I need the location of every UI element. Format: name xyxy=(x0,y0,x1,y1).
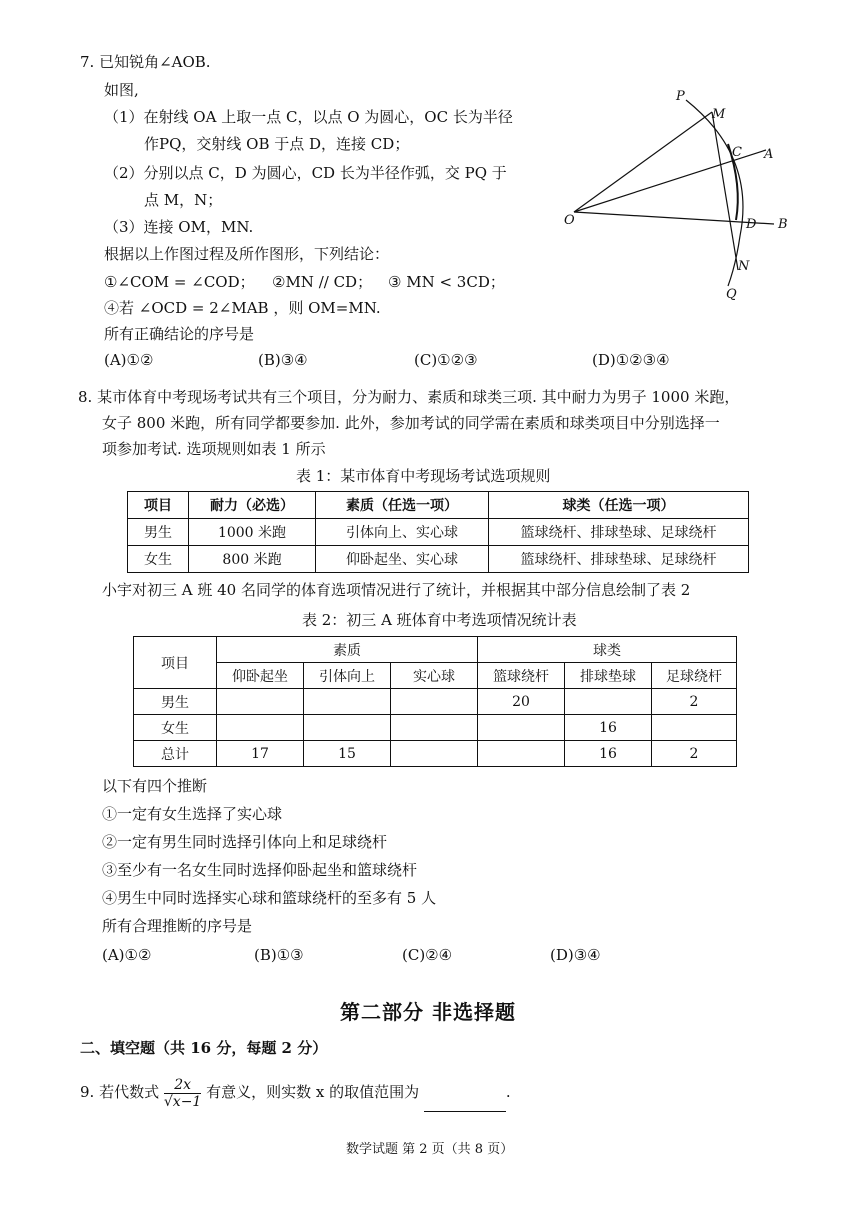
q8-option-a[interactable]: (A)①② xyxy=(102,946,152,964)
page-footer: 数学试题 第 2 页（共 8 页） xyxy=(346,1142,514,1157)
q8-ask: 所有合理推断的序号是 xyxy=(102,917,253,935)
q8-option-c[interactable]: (C)②④ xyxy=(402,946,453,964)
label-n: N xyxy=(738,259,750,274)
q7-stem: 7. 已知锐角∠AOB. xyxy=(80,53,211,71)
label-b: B xyxy=(778,217,788,232)
ray-ob xyxy=(574,212,774,224)
table2-subheader: 篮球绕杆 xyxy=(478,663,565,689)
q8-between: 小宇对初三 A 班 40 名同学的体育选项情况进行了统计，并根据其中部分信息绘制了表 2 xyxy=(102,581,691,599)
table2-subheader: 排球垫球 xyxy=(565,663,652,689)
table2-cell: 2 xyxy=(652,689,737,715)
table2-cell xyxy=(391,715,478,741)
q7-step1a: （1）在射线 OA 上取一点 C，以点 O 为圆心，OC 长为半径 xyxy=(104,108,513,126)
table1-header: 球类（任选一项） xyxy=(489,492,749,519)
part2-title: 第二部分 非选择题 xyxy=(340,1000,516,1024)
arc-pq xyxy=(686,100,743,286)
q7-conclusion-2: ②MN // CD； xyxy=(272,273,373,291)
q9-denominator: √x−1 xyxy=(163,1093,202,1110)
q8-infer-lead: 以下有四个推断 xyxy=(102,777,208,795)
q8-line3: 项参加考试. 选项规则如表 1 所示 xyxy=(102,440,326,458)
label-d: D xyxy=(746,217,757,232)
q9 xyxy=(80,1072,511,1112)
table2-cell: 15 xyxy=(304,741,391,767)
q7-option-d[interactable]: (D)①②③④ xyxy=(592,351,670,369)
q8-line1: 8. 某市体育中考现场考试共有三个项目，分为耐力、素质和球类三项. 其中耐力为男子 1000 米跑， xyxy=(78,388,740,406)
q8-line2: 女子 800 米跑，所有同学都要参加. 此外，参加考试的同学需在素质和球类项目中分别选择一 xyxy=(102,414,720,432)
table2-cell xyxy=(565,689,652,715)
table2-cell xyxy=(217,715,304,741)
table2-subheader: 仰卧起坐 xyxy=(217,663,304,689)
table2-cell xyxy=(391,689,478,715)
label-q: Q xyxy=(726,287,737,301)
label-c: C xyxy=(732,145,742,160)
q8-inference-2: ②一定有男生同时选择引体向上和足球绕杆 xyxy=(102,833,388,851)
q7-geometry-figure xyxy=(560,86,800,301)
q7-lead: 根据以上作图过程及所作图形，下列结论： xyxy=(104,245,390,263)
table2-group-header: 球类 xyxy=(478,637,737,663)
table2-cell: 16 xyxy=(565,741,652,767)
q9-answer-blank[interactable] xyxy=(424,1095,506,1112)
table1-cell: 篮球绕杆、排球垫球、足球绕杆 xyxy=(489,519,749,546)
table2-group-header: 素质 xyxy=(217,637,478,663)
table2-subheader: 实心球 xyxy=(391,663,478,689)
q7-intro: 如图, xyxy=(104,81,139,99)
table-2 xyxy=(133,636,737,767)
q7-step1b: 作PQ，交射线 OB 于点 D，连接 CD； xyxy=(144,135,410,153)
table1-header: 项目 xyxy=(128,492,189,519)
q8-inference-3: ③至少有一名女生同时选择仰卧起坐和篮球绕杆 xyxy=(102,861,418,879)
table2-row-label: 女生 xyxy=(134,715,217,741)
table2-cell xyxy=(304,715,391,741)
table2-cell: 2 xyxy=(652,741,737,767)
table1-cell: 男生 xyxy=(128,519,189,546)
table2-cell xyxy=(652,715,737,741)
section-fill-in: 二、填空题（共 16 分，每题 2 分） xyxy=(80,1039,328,1057)
table2-cell xyxy=(391,741,478,767)
table1-cell: 女生 xyxy=(128,546,189,573)
q7-option-b[interactable]: (B)③④ xyxy=(258,351,308,369)
table2-corner: 项目 xyxy=(134,637,217,689)
q8-inference-4: ④男生中同时选择实心球和篮球绕杆的至多有 5 人 xyxy=(102,889,437,907)
q9-numerator: 2x xyxy=(164,1077,201,1094)
q9-fraction xyxy=(164,1077,201,1110)
table1-header: 耐力（必选） xyxy=(189,492,316,519)
q7-conclusion-1: ①∠COM = ∠COD； xyxy=(104,273,255,291)
label-m: M xyxy=(712,107,726,122)
table2-row-label: 总计 xyxy=(134,741,217,767)
q7-step3: （3）连接 OM，MN. xyxy=(104,218,254,236)
q8-option-b[interactable]: (B)①③ xyxy=(254,946,304,964)
table2-cell xyxy=(478,715,565,741)
table-row xyxy=(134,741,737,767)
label-a: A xyxy=(764,147,774,162)
table2-cell: 16 xyxy=(565,715,652,741)
q7-ask: 所有正确结论的序号是 xyxy=(104,325,255,343)
table-1 xyxy=(127,491,749,573)
table2-caption: 表 2：初三 A 班体育中考选项情况统计表 xyxy=(302,611,577,629)
q7-conclusion-4: ④若 ∠OCD = 2∠MAB ，则 OM=MN. xyxy=(104,299,381,317)
table2-cell xyxy=(478,741,565,767)
q8-option-d[interactable]: (D)③④ xyxy=(550,946,601,964)
table1-cell: 1000 米跑 xyxy=(189,519,316,546)
q7-conclusion-3: ③ MN < 3CD； xyxy=(388,273,505,291)
q7-option-a[interactable]: (A)①② xyxy=(104,351,154,369)
table-row xyxy=(134,715,737,741)
q7-step2a: （2）分别以点 C，D 为圆心，CD 长为半径作弧，交 PQ 于 xyxy=(104,164,507,182)
segment-mn xyxy=(712,112,738,270)
table2-cell: 17 xyxy=(217,741,304,767)
table-row xyxy=(134,689,737,715)
label-o: O xyxy=(564,213,575,228)
table1-cell: 仰卧起坐、实心球 xyxy=(316,546,489,573)
q9-prefix: 9. 若代数式 xyxy=(80,1083,160,1101)
q7-step2b: 点 M，N； xyxy=(144,191,223,209)
q8-inference-1: ①一定有女生选择了实心球 xyxy=(102,805,283,823)
table2-cell: 20 xyxy=(478,689,565,715)
table1-cell: 800 米跑 xyxy=(189,546,316,573)
table2-row-label: 男生 xyxy=(134,689,217,715)
segment-om xyxy=(574,112,712,212)
label-p: P xyxy=(676,89,685,104)
table2-subheader: 足球绕杆 xyxy=(652,663,737,689)
table1-header: 素质（任选一项） xyxy=(316,492,489,519)
q9-end: . xyxy=(505,1083,511,1101)
table1-caption: 表 1：某市体育中考现场考试选项规则 xyxy=(296,467,551,485)
table2-cell xyxy=(304,689,391,715)
table1-cell: 篮球绕杆、排球垫球、足球绕杆 xyxy=(489,546,749,573)
table2-subheader: 引体向上 xyxy=(304,663,391,689)
table1-cell: 引体向上、实心球 xyxy=(316,519,489,546)
table2-cell xyxy=(217,689,304,715)
q7-option-c[interactable]: (C)①②③ xyxy=(414,351,478,369)
q9-suffix: 有意义，则实数 x 的取值范围为 xyxy=(206,1083,420,1101)
